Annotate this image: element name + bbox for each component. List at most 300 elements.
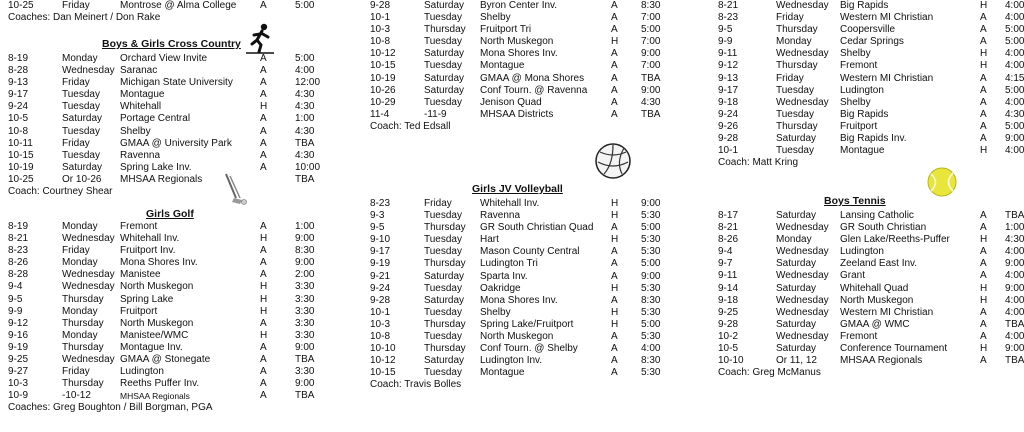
row-day: Thursday [62, 378, 104, 390]
row-date: 9-17 [370, 246, 391, 258]
schedule-row [8, 0, 315, 12]
row-day: Saturday [776, 318, 817, 330]
schedule-row [718, 60, 1024, 72]
row-opponent: North Muskegon [120, 317, 194, 329]
row-opponent: Glen Lake/Reeths-Puffer [840, 234, 950, 246]
row-time: 9:00 [1005, 133, 1024, 145]
row-date: 9-24 [8, 101, 29, 113]
row-date: 9-11 [718, 48, 738, 60]
row-time: 9:00 [641, 84, 661, 96]
row-day: Tuesday [62, 125, 100, 137]
row-date: 10-29 [370, 96, 396, 108]
row-opponent: North Muskegon [120, 281, 194, 293]
row-time: 3:30 [295, 329, 315, 341]
row-opponent: Ludington Tri [480, 258, 538, 270]
row-day: Friday [62, 77, 90, 89]
row-time: 8:30 [641, 0, 661, 11]
row-opponent: Spring Lake [120, 293, 174, 305]
row-home-away: H [260, 281, 268, 293]
row-time: 9:00 [1005, 258, 1024, 270]
row-home-away: A [980, 270, 987, 282]
schedule-row [718, 306, 1024, 319]
coach-line: Coach: Greg McManus [718, 367, 821, 379]
row-date: 10-15 [370, 367, 396, 379]
row-date: 8-28 [8, 65, 29, 77]
row-opponent: Shelby [840, 48, 871, 60]
row-home-away: A [260, 245, 267, 257]
row-home-away: A [611, 108, 618, 120]
row-day: Tuesday [424, 331, 462, 343]
row-day: Saturday [62, 161, 103, 173]
row-day: Tuesday [424, 36, 462, 48]
schedule-row [718, 133, 1024, 145]
schedule-row [718, 270, 1024, 282]
schedule-row [8, 113, 315, 125]
row-time: 9:00 [295, 257, 315, 269]
row-home-away: H [260, 329, 268, 341]
schedule-row [8, 378, 315, 390]
cross-country-block [8, 53, 321, 198]
row-time: TBA [295, 354, 315, 366]
row-home-away: A [260, 366, 267, 378]
row-time: 1:00 [295, 113, 315, 125]
schedule-row [370, 306, 661, 319]
row-date: 9-19 [8, 341, 29, 353]
row-opponent: Shelby [120, 125, 151, 137]
row-home-away: H [611, 234, 619, 246]
row-time: TBA [641, 72, 661, 84]
row-home-away: H [260, 101, 268, 113]
schedule-row [370, 367, 661, 379]
schedule-row [370, 222, 661, 234]
row-day: Saturday [62, 113, 103, 125]
row-opponent: Ravenna [120, 149, 161, 161]
row-date: 9-7 [718, 258, 733, 270]
row-day: Thursday [424, 343, 466, 355]
row-opponent: Zeeland East Inv. [840, 258, 918, 270]
row-home-away: A [980, 72, 987, 84]
schedule-row [718, 258, 1024, 270]
row-date: 10-9 [8, 390, 29, 402]
row-time: TBA [295, 173, 315, 185]
row-time: 4:30 [1005, 234, 1024, 246]
schedule-row [8, 125, 315, 138]
row-day: Saturday [424, 294, 465, 306]
girls-golf-title: Girls Golf [146, 208, 194, 220]
row-time: 5:00 [641, 318, 661, 330]
row-date: 9-5 [718, 24, 733, 36]
row-time: 4:00 [1005, 330, 1024, 342]
row-home-away: A [260, 341, 267, 353]
row-date: 9-5 [8, 293, 23, 305]
row-day: Saturday [424, 84, 465, 96]
row-date: 10-25 [8, 173, 34, 185]
boys-tennis-title: Boys Tennis [824, 195, 886, 207]
coach-line: Coach: Matt Kring [718, 157, 799, 169]
row-date: 10-1 [370, 306, 391, 318]
row-time: 4:00 [1005, 270, 1024, 282]
row-home-away: H [611, 318, 619, 330]
row-day: Monday [62, 53, 98, 64]
row-home-away: A [980, 258, 987, 270]
row-home-away: H [980, 282, 988, 294]
row-home-away: A [611, 367, 618, 379]
row-date: 8-17 [718, 210, 739, 221]
row-time: 5:30 [641, 367, 661, 379]
row-date: 8-23 [718, 12, 739, 24]
row-opponent: MHSAA Regionals [840, 355, 923, 367]
row-date: 9-18 [718, 96, 739, 108]
row-date: 9-27 [8, 366, 29, 378]
row-date: 10-15 [370, 60, 396, 72]
row-opponent: Montague [480, 60, 525, 72]
row-opponent: Jenison Quad [480, 96, 542, 108]
row-day: Monday [62, 257, 98, 269]
row-day: Wednesday [62, 65, 115, 77]
row-day: Wednesday [776, 246, 829, 258]
row-time: 5:30 [641, 282, 661, 294]
row-time: 5:00 [1005, 36, 1024, 48]
row-opponent: Spring Lake/Fruitport [480, 318, 574, 330]
row-time: 4:00 [1005, 246, 1024, 258]
row-date: 8-23 [370, 198, 391, 209]
row-date: 8-19 [8, 53, 29, 64]
row-day: Thursday [62, 293, 104, 305]
row-opponent: Ludington Inv. [480, 355, 543, 367]
row-day: Tuesday [424, 210, 462, 222]
row-opponent: GMAA @ Mona Shores [480, 72, 585, 84]
row-date: 10-19 [8, 161, 34, 173]
row-time: 4:30 [1005, 108, 1024, 120]
row-date: 10-12 [370, 355, 396, 367]
volleyball-icon [594, 142, 632, 180]
schedule-row [370, 48, 661, 60]
row-day: Saturday [776, 282, 817, 294]
row-opponent: Big Rapids Inv. [840, 133, 907, 145]
row-home-away: A [260, 125, 267, 137]
row-opponent: Conf Tourn. @ Ravenna [480, 84, 588, 96]
row-day: Wednesday [776, 222, 829, 234]
row-opponent: Byron Center Inv. [480, 0, 558, 11]
row-opponent: Grant [840, 270, 866, 282]
row-date: 9-19 [370, 258, 391, 270]
row-opponent: Ludington [840, 84, 884, 96]
row-day: Thursday [424, 258, 466, 270]
row-date: 10-3 [370, 318, 391, 330]
schedule-row [8, 341, 315, 354]
row-time: 4:00 [1005, 48, 1024, 60]
row-home-away: A [611, 294, 618, 306]
row-home-away: A [611, 60, 618, 72]
schedule-row [8, 233, 315, 245]
row-time: 5:30 [641, 306, 661, 318]
row-day: Saturday [424, 0, 465, 11]
schedule-row [718, 355, 1024, 367]
schedule-row [8, 89, 315, 101]
row-time: 1:00 [1005, 222, 1024, 234]
runner-icon [244, 22, 276, 54]
row-date: 10-2 [718, 330, 739, 342]
row-time: 5:30 [641, 331, 661, 343]
row-day: Saturday [424, 48, 465, 60]
row-date: 9-11 [718, 270, 738, 282]
row-opponent: North Muskegon [480, 36, 554, 48]
row-home-away: A [980, 133, 987, 145]
row-day: Tuesday [62, 89, 100, 101]
schedule-row [370, 270, 661, 283]
golf-boys-top-block [8, 0, 315, 24]
row-day: Wednesday [62, 281, 115, 293]
row-time: 5:00 [641, 24, 661, 36]
row-day: Tuesday [424, 60, 462, 72]
row-day: Wednesday [776, 48, 829, 60]
row-date: 9-28 [370, 294, 391, 306]
row-home-away: A [980, 330, 987, 342]
row-time: 5:00 [1005, 120, 1024, 132]
schedule-row [8, 305, 315, 318]
row-day: Friday [62, 137, 90, 149]
row-time: 4:00 [1005, 145, 1024, 157]
row-opponent: Spring Lake Inv. [120, 161, 192, 173]
row-opponent: North Muskegon [480, 331, 554, 343]
row-opponent: Orchard View Invite [120, 53, 208, 64]
schedule-row [718, 72, 1024, 85]
row-date: 10-5 [8, 113, 29, 125]
row-day: Wednesday [776, 96, 829, 108]
row-day: Saturday [776, 343, 817, 355]
schedule-row [8, 329, 315, 342]
row-home-away: H [980, 145, 988, 157]
row-home-away: A [260, 149, 267, 161]
row-home-away: A [980, 84, 987, 96]
row-date: 9-26 [718, 120, 739, 132]
row-day: Tuesday [62, 149, 100, 161]
row-time: 5:00 [641, 258, 661, 270]
row-home-away: H [980, 343, 988, 355]
row-time: 4:00 [295, 65, 315, 77]
row-date: 10-8 [8, 125, 29, 137]
row-opponent: Shelby [480, 12, 511, 24]
row-opponent: Western MI Christian [840, 12, 934, 24]
schedule-row [370, 343, 661, 355]
row-time: 4:00 [1005, 12, 1024, 24]
row-opponent: Mona Shores Inv. [480, 294, 558, 306]
row-opponent: GMAA @ University Park [120, 137, 232, 149]
row-time: 4:00 [1005, 306, 1024, 318]
row-time: TBA [295, 390, 315, 402]
row-date: 10-1 [370, 12, 391, 24]
row-opponent: MHSAA Districts [480, 108, 554, 120]
row-date: 9-10 [370, 234, 391, 246]
row-home-away: A [260, 77, 267, 89]
row-time: 10:00 [295, 161, 321, 173]
row-time: 5:00 [1005, 84, 1024, 96]
row-time: 5:30 [641, 246, 661, 258]
row-time: 5:00 [295, 53, 315, 64]
row-date: 9-12 [8, 317, 29, 329]
row-time: 8:30 [641, 294, 661, 306]
schedule-row [8, 317, 315, 330]
row-date: 9-5 [370, 222, 385, 234]
coach-line: Coach: Courtney Shear [8, 186, 113, 198]
row-home-away: A [611, 72, 618, 84]
row-day: Thursday [776, 120, 818, 132]
row-home-away: A [611, 48, 618, 60]
row-opponent: Sparta Inv. [480, 270, 528, 282]
schedule-row [718, 108, 1024, 121]
row-date: 10-15 [8, 149, 34, 161]
row-opponent: Fremont [120, 221, 158, 232]
schedule-row [718, 12, 1024, 24]
row-opponent: Oakridge [480, 282, 521, 294]
row-time: 4:00 [1005, 0, 1024, 11]
row-date: 8-21 [8, 233, 29, 245]
row-time: 9:00 [641, 48, 661, 60]
row-date: 10-1 [718, 145, 739, 157]
row-opponent: Hart [480, 234, 499, 246]
row-opponent: GR South Christian [840, 222, 927, 234]
row-date: 9-3 [370, 210, 385, 222]
row-home-away: H [611, 306, 619, 318]
schedule-row [370, 108, 661, 121]
schedule-row [718, 48, 1024, 60]
row-day: Friday [776, 72, 804, 84]
row-home-away: A [611, 24, 618, 36]
schedule-row [8, 173, 315, 186]
row-date: 9-9 [8, 305, 23, 317]
row-day: Tuesday [424, 234, 462, 246]
row-time: 9:00 [1005, 343, 1024, 355]
row-time: TBA [295, 137, 315, 149]
row-date: 8-21 [718, 222, 739, 234]
row-day: Wednesday [776, 330, 829, 342]
coach-line: Coach: Travis Bolles [370, 379, 462, 391]
row-home-away: A [260, 161, 267, 173]
row-date: 10-19 [370, 72, 396, 84]
schedule-row [370, 198, 661, 210]
row-date: 9-28 [718, 133, 739, 145]
schedule-row [8, 281, 315, 293]
row-day: Tuesday [424, 282, 462, 294]
row-home-away: A [980, 24, 987, 36]
row-home-away: H [980, 0, 988, 11]
row-time: 5:30 [641, 234, 661, 246]
row-opponent: Mona Shores Inv. [480, 48, 558, 60]
schedule-row [718, 318, 1024, 331]
row-day: Friday [62, 366, 90, 378]
schedule-row [370, 282, 661, 295]
row-time: 4:30 [295, 89, 315, 101]
schedule-row [8, 149, 315, 162]
row-time: 7:00 [641, 60, 661, 72]
row-time: 8:30 [641, 355, 661, 367]
schedule-row [8, 101, 315, 113]
volleyball-varsity-block [370, 0, 661, 133]
schedule-row [370, 12, 661, 24]
coach-line: Coach: Ted Edsall [370, 120, 451, 132]
row-home-away: A [611, 270, 618, 282]
schedule-row [718, 282, 1024, 295]
row-opponent: Coopersville [840, 24, 896, 36]
row-time: 4:00 [1005, 294, 1024, 306]
row-day: Thursday [62, 317, 104, 329]
row-date: 9-18 [718, 294, 739, 306]
row-home-away: H [611, 282, 619, 294]
row-opponent: Whitehall Inv. [120, 233, 180, 245]
schedule-row [718, 234, 1024, 246]
row-date: 10-25 [8, 0, 34, 11]
row-opponent: Shelby [840, 96, 871, 108]
row-day: Or 11, 12 [776, 355, 817, 367]
schedule-row [8, 161, 321, 174]
row-opponent: Whitehall Quad [840, 282, 909, 294]
schedule-row [370, 355, 661, 367]
schedule-row [718, 120, 1024, 133]
row-time: 3:30 [295, 293, 315, 305]
coach-line: Coaches: Greg Boughton / Bill Borgman, PGA [8, 402, 213, 414]
row-opponent: Western MI Christian [840, 72, 934, 84]
row-home-away: A [260, 317, 267, 329]
row-home-away: H [980, 60, 988, 72]
row-home-away: H [260, 305, 268, 317]
schedule-row [8, 77, 321, 89]
row-opponent: Big Rapids [840, 0, 889, 11]
row-day: Tuesday [62, 101, 100, 113]
row-time: 9:00 [1005, 282, 1024, 294]
row-time: 9:00 [641, 198, 661, 209]
schedule-row [370, 294, 661, 307]
row-home-away: A [260, 113, 267, 125]
row-opponent: MHSAA Regionals [120, 391, 190, 402]
schedule-row [370, 72, 661, 85]
row-day: Saturday [776, 210, 817, 221]
row-home-away: A [260, 390, 267, 402]
row-day: Tuesday [776, 108, 814, 120]
row-date: 10-8 [370, 331, 391, 343]
row-date: 9-4 [8, 281, 23, 293]
row-date: 9-17 [718, 84, 739, 96]
row-time: 4:30 [641, 96, 661, 108]
row-opponent: Mona Shores Inv. [120, 257, 198, 269]
row-time: 9:00 [295, 341, 315, 353]
row-home-away: A [260, 257, 267, 269]
row-home-away: A [260, 221, 267, 232]
row-home-away: A [611, 355, 618, 367]
row-day: Thursday [776, 24, 818, 36]
schedule-row [370, 234, 661, 246]
row-opponent: Montrose @ Alma College [120, 0, 237, 11]
row-date: 10-3 [370, 24, 391, 36]
row-day: Wednesday [776, 306, 829, 318]
row-date: 9-14 [718, 282, 739, 294]
row-day: Tuesday [424, 306, 462, 318]
schedule-row [8, 293, 315, 306]
row-day: Wednesday [62, 233, 115, 245]
row-date: 9-9 [718, 36, 733, 48]
row-day: Monday [62, 221, 98, 232]
row-time: 9:00 [295, 378, 315, 390]
row-home-away: A [980, 108, 987, 120]
schedule-row [8, 366, 315, 378]
schedule-row [370, 331, 661, 343]
row-time: TBA [1005, 355, 1024, 367]
row-time: 9:00 [641, 270, 661, 282]
schedule-row [718, 246, 1024, 258]
row-home-away: H [980, 294, 988, 306]
schedule-row [8, 354, 315, 366]
row-opponent: Montague [120, 89, 165, 101]
schedule-row [370, 258, 661, 270]
